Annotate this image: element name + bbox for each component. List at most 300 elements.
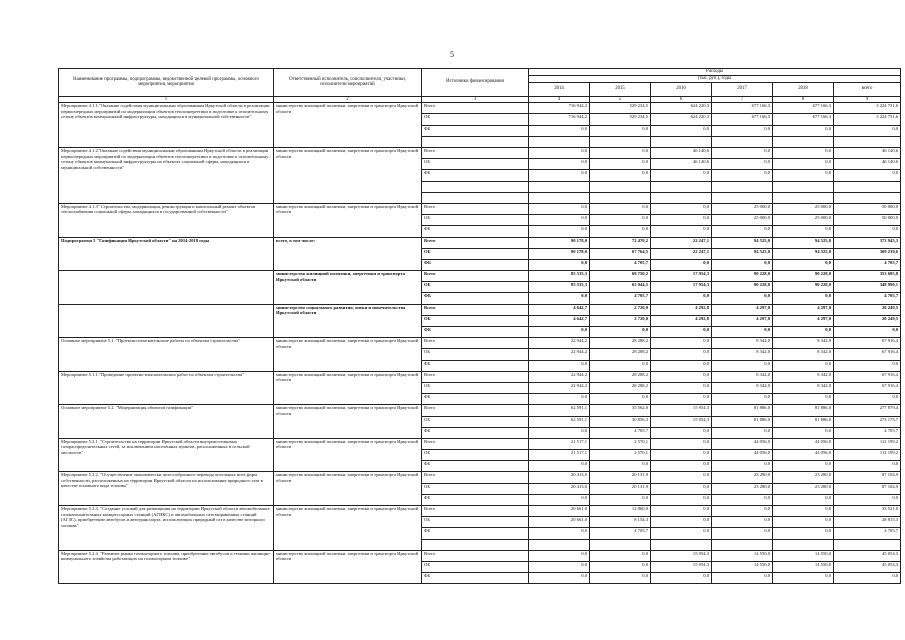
amount-cell: 4 292,8 [651, 315, 712, 326]
amount-cell [773, 181, 834, 192]
amount-cell: 2 720,0 [590, 315, 651, 326]
amount-cell: 28 288,2 [590, 382, 651, 393]
amount-cell: 20 661,0 [529, 506, 590, 517]
table-row [59, 405, 901, 416]
table-row [59, 438, 901, 449]
amount-cell: 0,0 [529, 327, 590, 338]
amount-cell: 94 525,0 [773, 237, 834, 248]
amount-cell: 0,0 [651, 327, 712, 338]
amount-cell: 716 944,2 [529, 114, 590, 125]
funding-source: ОБ [422, 282, 529, 293]
amount-cell: 3 224 731,6 [834, 103, 901, 114]
amount-cell: 20 249,5 [834, 304, 901, 315]
measure-executor: министерство жилищной политики, энергетики и транспорта Иркутской области [274, 371, 422, 405]
amount-cell [712, 539, 773, 550]
amount-cell: 4 705,7 [590, 528, 651, 539]
funding-source: ОБ [422, 215, 529, 226]
amount-cell: 4 297,0 [773, 315, 834, 326]
amount-cell: 677 166,3 [712, 103, 773, 114]
measure-name: Мероприятие 5.1.1."Проведение проектно-изыскательских работ по объектам строительства" [59, 371, 274, 405]
amount-cell: 4 705,7 [590, 293, 651, 304]
amount-cell: 90 228,0 [773, 282, 834, 293]
measure-name: Основное мероприятие 5.2. "Модернизация объектов газификации" [59, 405, 274, 439]
amount-cell: 0,0 [712, 494, 773, 505]
amount-cell [590, 192, 651, 203]
amount-cell: 0,0 [529, 494, 590, 505]
amount-cell: 4 705,7 [590, 259, 651, 270]
amount-cell: 0,0 [590, 550, 651, 561]
amount-cell: 0,0 [773, 494, 834, 505]
header-year: 2015 [590, 82, 651, 96]
measure-name: Мероприятие 5.2.3. "Создание условий для размещения на территории Иркутской области автомобильных газонаполнительных компрессорных станций (АГНКС) и автомобильных газозаправочных станций (АГЗС), приобретение автобусов и автотранспорта, использующих природный газ в качестве моторного топлива" [59, 506, 274, 551]
amount-cell: 22 944,2 [529, 382, 590, 393]
amount-cell: 28 288,2 [590, 349, 651, 360]
header-name: Наименование программы, подпрограммы, ведомственной целевой программы, основного мероприятия, мероприятия [59, 69, 274, 97]
amount-cell: 0,0 [651, 338, 712, 349]
amount-cell: 67 916,4 [834, 338, 901, 349]
amount-cell: 369 239,6 [834, 248, 901, 259]
amount-cell: 0,0 [529, 360, 590, 371]
amount-cell [834, 192, 901, 203]
amount-cell: 0,0 [529, 394, 590, 405]
table-row [59, 237, 901, 248]
amount-cell: 90 178,0 [529, 248, 590, 259]
amount-cell [590, 181, 651, 192]
funding-source: Всего [422, 103, 529, 114]
amount-cell: 87 104,9 [834, 472, 901, 483]
amount-cell: 14 550,0 [712, 561, 773, 572]
amount-cell: 0,0 [651, 360, 712, 371]
amount-cell: 0,0 [651, 226, 712, 237]
funding-source: Всего [422, 304, 529, 315]
amount-cell: 0,0 [712, 259, 773, 270]
amount-cell: 67 916,4 [834, 371, 901, 382]
amount-cell [773, 136, 834, 147]
amount-cell: 72 470,2 [590, 237, 651, 248]
amount-cell: 28 815,3 [834, 517, 901, 528]
amount-cell: 624 220,3 [651, 103, 712, 114]
amount-cell: 90 228,0 [773, 271, 834, 282]
amount-cell: 0,0 [529, 293, 590, 304]
amount-cell: 20 661,0 [529, 517, 590, 528]
amount-cell: 44 056,0 [712, 450, 773, 461]
amount-cell: 373 945,3 [834, 237, 901, 248]
amount-cell: 0,0 [651, 472, 712, 483]
amount-cell: 0,0 [651, 125, 712, 136]
funding-source: Всего [422, 271, 529, 282]
amount-cell: 0,0 [712, 360, 773, 371]
funding-source: Всего [422, 472, 529, 483]
funding-source: Всего [422, 506, 529, 517]
amount-cell: 4 642,7 [529, 315, 590, 326]
amount-cell: 0,0 [529, 159, 590, 170]
amount-cell: 0,0 [712, 573, 773, 584]
amount-cell [651, 136, 712, 147]
amount-cell: 0,0 [773, 573, 834, 584]
funding-source: ОБ [422, 248, 529, 259]
amount-cell: 273 173,7 [834, 416, 901, 427]
table-row [59, 304, 901, 315]
funding-source: ФБ [422, 327, 529, 338]
column-number: 6 [651, 96, 712, 103]
measure-name [59, 271, 274, 305]
funding-source: ОБ [422, 483, 529, 494]
amount-cell: 81 886,0 [773, 416, 834, 427]
amount-cell: 25 000,0 [773, 215, 834, 226]
amount-cell: 8 342,0 [773, 349, 834, 360]
amount-cell: 4 705,7 [834, 293, 901, 304]
amount-cell: 23 280,0 [712, 483, 773, 494]
amount-cell: 0,0 [529, 259, 590, 270]
table-row [59, 148, 901, 159]
amount-cell: 30 856,3 [590, 416, 651, 427]
funding-source: Всего [422, 148, 529, 159]
amount-cell: 0,0 [834, 573, 901, 584]
amount-cell: 0,0 [773, 394, 834, 405]
amount-cell: 4 297,0 [773, 304, 834, 315]
table-row [59, 506, 901, 517]
amount-cell: 85 535,3 [529, 271, 590, 282]
amount-cell: 81 886,0 [712, 405, 773, 416]
measure-name [59, 304, 274, 338]
amount-cell: 14 550,0 [712, 550, 773, 561]
table-row [59, 472, 901, 483]
header-year: 2017 [712, 82, 773, 96]
amount-cell: 35 562,0 [590, 405, 651, 416]
funding-source: ФБ [422, 259, 529, 270]
amount-cell: 0,0 [651, 203, 712, 214]
amount-cell: 0,0 [834, 125, 901, 136]
amount-cell: 0,0 [590, 215, 651, 226]
amount-cell: 85 535,3 [529, 282, 590, 293]
amount-cell: 50 000,0 [834, 215, 901, 226]
amount-cell: 4 297,0 [712, 304, 773, 315]
measure-name: Мероприятие 4.1.1."Оказание содействия муниципальным образованиям Иркутской области в реализации первоочередных мероприятий по модернизации объектов теплоэнергетики и подготовке к отопительному сезону объектов коммунальной инфраструктуры, находящихся в муниципальной собственности" [59, 103, 274, 148]
amount-cell: 0,0 [834, 327, 901, 338]
amount-cell: 0,0 [773, 427, 834, 438]
amount-cell: 0,0 [773, 327, 834, 338]
column-number: 3 [422, 96, 529, 103]
amount-cell [834, 539, 901, 550]
column-number: 7 [712, 96, 773, 103]
amount-cell: 0,0 [529, 215, 590, 226]
funding-source: ОБ [422, 382, 529, 393]
amount-cell: 112 199,2 [834, 438, 901, 449]
amount-cell: 677 166,3 [773, 103, 834, 114]
amount-cell: 90 228,0 [712, 271, 773, 282]
funding-source: ФБ [422, 293, 529, 304]
amount-cell [712, 192, 773, 203]
amount-cell: 0,0 [712, 461, 773, 472]
funding-source: Всего [422, 237, 529, 248]
amount-cell [590, 136, 651, 147]
header-year: 2016 [651, 82, 712, 96]
table-body [59, 103, 901, 584]
amount-cell: 22 944,2 [529, 371, 590, 382]
amount-cell: 81 886,0 [712, 416, 773, 427]
amount-cell: 0,0 [712, 125, 773, 136]
amount-cell [529, 192, 590, 203]
amount-cell: 0,0 [651, 573, 712, 584]
amount-cell: 529 234,5 [590, 103, 651, 114]
amount-cell: 0,0 [651, 461, 712, 472]
amount-cell: 87 104,9 [834, 483, 901, 494]
funding-source: ФБ [422, 360, 529, 371]
amount-cell [712, 181, 773, 192]
amount-cell: 0,0 [590, 148, 651, 159]
amount-cell: 28 288,2 [590, 371, 651, 382]
amount-cell: 0,0 [651, 215, 712, 226]
amount-cell: 15 954,3 [651, 416, 712, 427]
amount-cell: 20 131,9 [590, 472, 651, 483]
measure-executor: министерство жилищной политики, энергетики и транспорта Иркутской области [274, 148, 422, 204]
amount-cell: 0,0 [651, 293, 712, 304]
budget-table [58, 68, 901, 584]
amount-cell: 0,0 [590, 159, 651, 170]
amount-cell [651, 192, 712, 203]
amount-cell: 94 525,0 [773, 248, 834, 259]
funding-source: ОБ [422, 315, 529, 326]
amount-cell: 8 342,0 [773, 371, 834, 382]
table-row [59, 371, 901, 382]
amount-cell: 20 131,9 [590, 483, 651, 494]
column-number: 5 [590, 96, 651, 103]
header-executor: Ответственный исполнитель, соисполнители, участники, исполнители мероприятий [274, 69, 422, 97]
amount-cell: 0,0 [590, 360, 651, 371]
amount-cell: 624 220,3 [651, 114, 712, 125]
amount-cell: 15 954,3 [651, 405, 712, 416]
measure-name: Подпрограмма 5 "Газификация Иркутской области" на 2014-2018 годы [59, 237, 274, 271]
amount-cell: 277 879,4 [834, 405, 901, 416]
amount-cell: 20 413,0 [529, 483, 590, 494]
amount-cell: 0,0 [590, 203, 651, 214]
amount-cell: 0,0 [651, 427, 712, 438]
amount-cell [529, 181, 590, 192]
amount-cell: 23 280,0 [773, 483, 834, 494]
funding-source: ОБ [422, 349, 529, 360]
amount-cell: 112 199,2 [834, 450, 901, 461]
amount-cell [773, 539, 834, 550]
funding-source: Всего [422, 550, 529, 561]
funding-source: Всего [422, 438, 529, 449]
amount-cell: 0,0 [529, 550, 590, 561]
amount-cell: 0,0 [712, 517, 773, 528]
amount-cell: 81 886,0 [773, 405, 834, 416]
measure-executor: министерство жилищной политики, энергетики и транспорта Иркутской области [274, 103, 422, 148]
amount-cell: 90 178,0 [529, 237, 590, 248]
amount-cell: 33 521,0 [834, 506, 901, 517]
amount-cell: 3 224 731,6 [834, 114, 901, 125]
amount-cell: 0,0 [651, 438, 712, 449]
amount-cell: 0,0 [590, 573, 651, 584]
amount-cell: 0,0 [651, 506, 712, 517]
amount-cell: 0,0 [651, 382, 712, 393]
funding-source: Всего [422, 371, 529, 382]
amount-cell: 90 228,0 [712, 282, 773, 293]
funding-source: ФБ [422, 170, 529, 181]
amount-cell: 4 705,7 [590, 427, 651, 438]
amount-cell: 8 342,0 [712, 349, 773, 360]
amount-cell: 0,0 [773, 461, 834, 472]
amount-cell: 44 056,0 [712, 438, 773, 449]
amount-cell: 22 247,1 [651, 237, 712, 248]
column-number: 4 [529, 96, 590, 103]
amount-cell: 25 000,0 [712, 215, 773, 226]
amount-cell: 0,0 [773, 148, 834, 159]
amount-cell: 0,0 [529, 226, 590, 237]
amount-cell: 0,0 [773, 259, 834, 270]
amount-cell: 8 342,0 [712, 382, 773, 393]
amount-cell: 8 342,0 [712, 371, 773, 382]
measure-name: Мероприятие 5.2.2. "Осуществление экономически целесообразного перевода котельных всех форм собственности, расположенных на территории Иркутской области на использование природного газа в качестве основного вида топлива" [59, 472, 274, 506]
amount-cell: 0,0 [773, 226, 834, 237]
funding-source: ФБ [422, 427, 529, 438]
amount-cell [651, 539, 712, 550]
amount-cell: 4 705,7 [834, 427, 901, 438]
amount-cell: 23 280,0 [712, 472, 773, 483]
amount-cell: 0,0 [590, 226, 651, 237]
amount-cell: 716 944,2 [529, 103, 590, 114]
amount-cell: 0,0 [712, 170, 773, 181]
amount-cell: 0,0 [773, 528, 834, 539]
amount-cell: 0,0 [651, 450, 712, 461]
measure-executor: министерство жилищной политики, энергетики и транспорта Иркутской области [274, 506, 422, 551]
amount-cell: 677 166,3 [773, 114, 834, 125]
funding-source [422, 181, 529, 192]
amount-cell: 0,0 [712, 293, 773, 304]
amount-cell: 0,0 [773, 360, 834, 371]
amount-cell: 14 550,0 [773, 561, 834, 572]
amount-cell: 0,0 [590, 327, 651, 338]
amount-cell: 8 342,0 [773, 382, 834, 393]
amount-cell: 0,0 [834, 360, 901, 371]
amount-cell: 0,0 [529, 427, 590, 438]
amount-cell: 22 944,2 [529, 338, 590, 349]
amount-cell: 0,0 [529, 461, 590, 472]
measure-executor: всего, в том числе: [274, 237, 422, 271]
funding-source: ОБ [422, 561, 529, 572]
amount-cell [529, 136, 590, 147]
amount-cell: 0,0 [834, 461, 901, 472]
amount-cell: 2 720,0 [590, 304, 651, 315]
table-row [59, 550, 901, 561]
funding-source: ОБ [422, 416, 529, 427]
amount-cell: 94 525,0 [712, 248, 773, 259]
amount-cell: 0,0 [590, 461, 651, 472]
amount-cell: 0,0 [651, 170, 712, 181]
table-row [59, 203, 901, 214]
amount-cell: 2 570,1 [590, 450, 651, 461]
amount-cell: 69 750,2 [590, 271, 651, 282]
measure-executor: министерство жилищной политики, энергетики и транспорта Иркутской области [274, 472, 422, 506]
amount-cell: 0,0 [773, 517, 834, 528]
measure-executor: министерство жилищной политики, энергетики и транспорта Иркутской области [274, 405, 422, 439]
amount-cell: 67 916,4 [834, 349, 901, 360]
table-row [59, 271, 901, 282]
amount-cell: 62 591,1 [529, 416, 590, 427]
measure-executor: министерство социального развития, опеки и попечительства Иркутской области [274, 304, 422, 338]
funding-source: Всего [422, 338, 529, 349]
amount-cell: 0,0 [712, 148, 773, 159]
amount-cell: 94 525,0 [712, 237, 773, 248]
measure-name: Мероприятие 4.1.2"Оказание содействия муниципальным образованиям Иркутской области в реализации первоочередных мероприятий по модернизации объектов теплоэнергетики и подготовке к отопительному сезону объектов коммунальной инфраструктуры на объектах социальной сферы, находящихся в муниципальной собственности" [59, 148, 274, 204]
amount-cell: 46 140,6 [834, 159, 901, 170]
amount-cell: 0,0 [590, 394, 651, 405]
funding-source [422, 539, 529, 550]
amount-cell: 67 764,5 [590, 248, 651, 259]
amount-cell [773, 192, 834, 203]
amount-cell: 17 954,3 [651, 271, 712, 282]
measure-executor: министерство жилищной политики, энергетики и транспорта Иркутской области [274, 271, 422, 305]
measure-executor: министерство жилищной политики, энергетики и транспорта Иркутской области [274, 438, 422, 472]
funding-source: ОБ [422, 517, 529, 528]
amount-cell: 0,0 [651, 394, 712, 405]
funding-source: ФБ [422, 528, 529, 539]
amount-cell: 20 413,0 [529, 472, 590, 483]
amount-cell: 46 140,6 [651, 159, 712, 170]
amount-cell: 25 000,0 [773, 203, 834, 214]
amount-cell: 0,0 [712, 226, 773, 237]
amount-cell: 0,0 [773, 159, 834, 170]
amount-cell: 353 695,8 [834, 271, 901, 282]
amount-cell: 0,0 [590, 494, 651, 505]
amount-cell: 0,0 [773, 506, 834, 517]
amount-cell: 0,0 [651, 371, 712, 382]
amount-cell: 4 705,7 [834, 259, 901, 270]
amount-cell: 677 166,3 [712, 114, 773, 125]
amount-cell: 0,0 [590, 561, 651, 572]
amount-cell: 0,0 [651, 494, 712, 505]
amount-cell: 4 642,7 [529, 304, 590, 315]
measure-name: Мероприятие 4.1.3" Строительство, модернизация, реконструкция и капитальный ремонт объектов теплоснабжения социальной сферы, находящихся в государственной собственности" [59, 203, 274, 237]
funding-source: ФБ [422, 461, 529, 472]
amount-cell [834, 181, 901, 192]
header-source: Источники финансирования [422, 69, 529, 97]
amount-cell: 21 517,1 [529, 450, 590, 461]
amount-cell: 67 916,4 [834, 382, 901, 393]
amount-cell: 50 000,0 [834, 203, 901, 214]
amount-cell: 25 000,0 [712, 203, 773, 214]
amount-cell: 0,0 [651, 517, 712, 528]
amount-cell: 0,0 [529, 170, 590, 181]
amount-cell: 348 990,1 [834, 282, 901, 293]
header-units: (тыс. руб.), годы [529, 75, 901, 82]
amount-cell: 17 954,3 [651, 282, 712, 293]
amount-cell [590, 539, 651, 550]
funding-source: ФБ [422, 226, 529, 237]
amount-cell: 0,0 [529, 148, 590, 159]
amount-cell [834, 136, 901, 147]
amount-cell: 0,0 [529, 203, 590, 214]
amount-cell: 62 591,1 [529, 405, 590, 416]
measure-name: Мероприятие 5.2.4. "Развитие рынка газомоторного топлива, приобретение автобусов и техники жилищно-коммунального хозяйства работающих на газомоторном топливе" [59, 550, 274, 584]
amount-cell: 0,0 [590, 170, 651, 181]
amount-cell: 0,0 [529, 528, 590, 539]
amount-cell: 0,0 [529, 561, 590, 572]
amount-cell: 4 705,7 [834, 528, 901, 539]
amount-cell: 8 342,0 [773, 338, 834, 349]
header-year: 2014 [529, 82, 590, 96]
amount-cell: 44 056,0 [773, 438, 834, 449]
header-expenses: Расходы [529, 69, 901, 76]
table-row [59, 103, 901, 114]
amount-cell: 0,0 [529, 125, 590, 136]
amount-cell [651, 181, 712, 192]
amount-cell: 0,0 [834, 394, 901, 405]
amount-cell: 0,0 [712, 394, 773, 405]
amount-cell: 0,0 [651, 528, 712, 539]
amount-cell: 65 044,5 [590, 282, 651, 293]
